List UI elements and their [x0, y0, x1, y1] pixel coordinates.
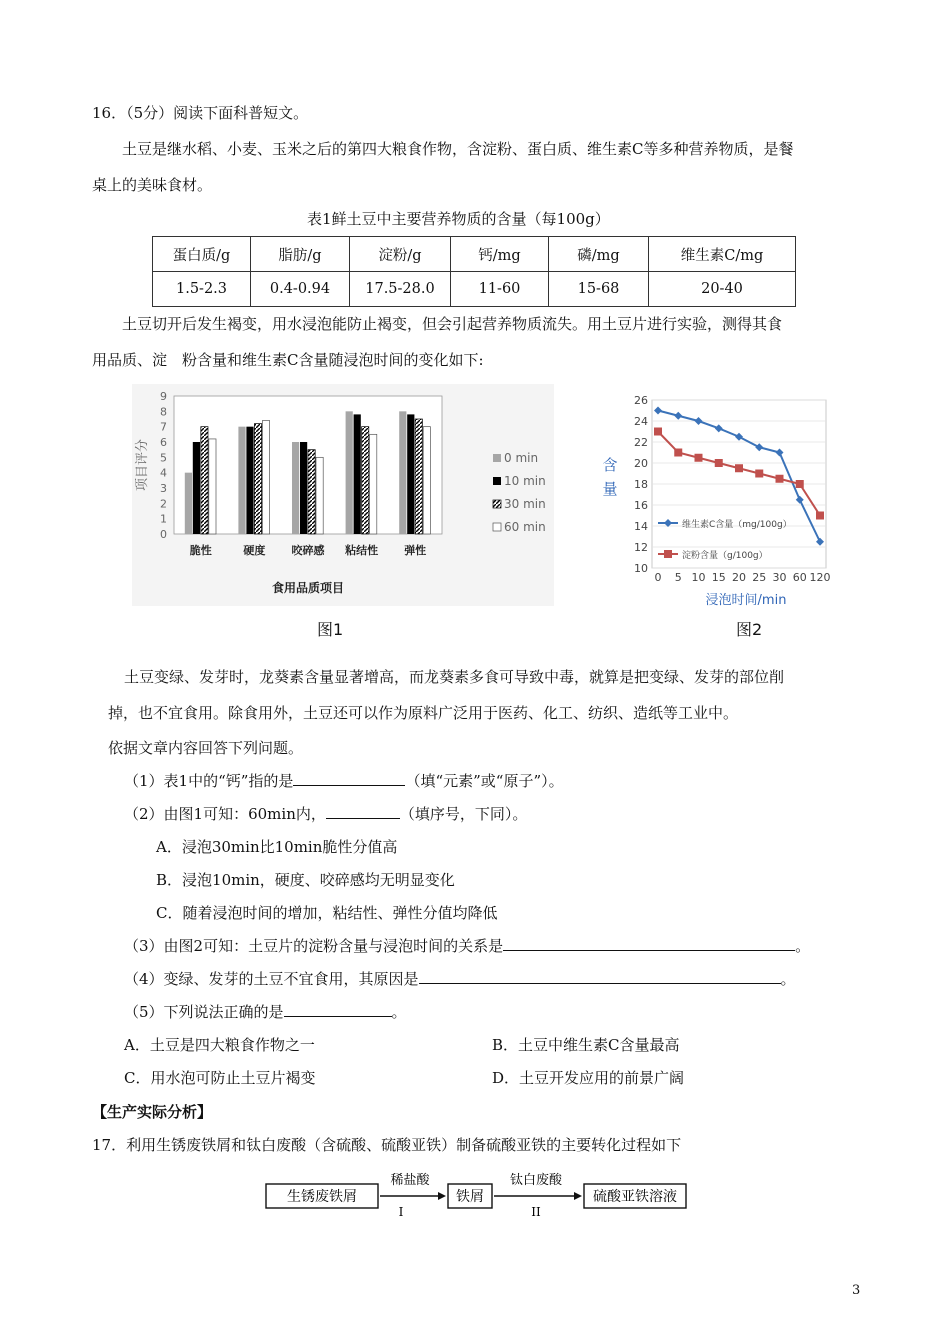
- q1-text-b: （填“元素”或“原子”）。: [405, 772, 564, 790]
- q16-subquestion-3: [124, 935, 810, 956]
- data-point: [715, 459, 723, 467]
- flow-arrow-1-head: [438, 1192, 446, 1200]
- y-tick-label: 16: [634, 499, 648, 512]
- data-point: [674, 449, 682, 457]
- q16-subquestion-5: [124, 1001, 407, 1022]
- y-tick-label: 2: [160, 497, 167, 511]
- table-header-cell: 钙/mg: [451, 237, 549, 272]
- legend-marker: [664, 550, 672, 558]
- q5-option-b: B．土豆中维生素C含量最高: [492, 1036, 680, 1054]
- legend-label: 10 min: [504, 474, 546, 488]
- bar: [423, 427, 430, 534]
- table-value-cell: 11-60: [451, 272, 549, 307]
- data-point: [755, 470, 763, 478]
- bar: [292, 442, 299, 534]
- table-header-cell: 磷/mg: [549, 237, 649, 272]
- flow-box-3-label: 硫酸亚铁溶液: [593, 1189, 677, 1205]
- figure-2-line-chart: [596, 390, 842, 610]
- q16-paragraph-2-line-2: 用品质、淀 粉含量和维生素C含量随浸泡时间的变化如下:: [92, 351, 484, 369]
- figure-1-bar-chart: [132, 384, 554, 606]
- table-header-cell: 维生素C/mg: [649, 237, 796, 272]
- x-tick-label: 咬碎感: [291, 544, 325, 557]
- legend-swatch: [493, 500, 501, 508]
- table-header-cell: 蛋白质/g: [153, 237, 251, 272]
- legend-label: 0 min: [504, 451, 539, 465]
- legend-swatch: [493, 477, 501, 485]
- y-tick-label: 1: [160, 512, 167, 526]
- table-value-cell: 0.4-0.94: [251, 272, 350, 307]
- q5-option-c: C．用水泡可防止土豆片褐变: [124, 1069, 316, 1087]
- table-title: 表1鲜土豆中主要营养物质的含量（每100g）: [307, 210, 610, 228]
- y-tick-label: 20: [634, 457, 648, 470]
- data-point: [654, 428, 662, 436]
- q5-option-a: A．土豆是四大粮食作物之一: [124, 1036, 315, 1054]
- x-tick-label: 15: [711, 571, 726, 584]
- bar: [407, 414, 414, 534]
- table-value-cell: 15-68: [549, 272, 649, 307]
- q17-flow-diagram: [262, 1168, 694, 1220]
- y-tick-label: 22: [634, 436, 648, 449]
- table-value-cell: 1.5-2.3: [153, 272, 251, 307]
- bar: [370, 434, 377, 534]
- q16-prompt: 依据文章内容回答下列问题。: [108, 739, 304, 757]
- bar: [415, 419, 422, 534]
- data-point: [796, 480, 804, 488]
- y-tick-label: 3: [160, 482, 167, 495]
- x-tick-label: 30: [772, 571, 787, 584]
- legend-swatch: [493, 454, 501, 462]
- bar: [354, 414, 361, 534]
- table-value-cell: 20-40: [649, 272, 796, 307]
- y-tick-label: 0: [160, 528, 167, 541]
- bar: [185, 473, 192, 534]
- y-tick-label: 12: [634, 541, 648, 554]
- bar: [246, 427, 253, 534]
- bar: [254, 424, 261, 534]
- y-axis-label: 量: [602, 480, 618, 498]
- q5-option-d: D．土豆开发应用的前景广阔: [492, 1069, 685, 1087]
- x-tick-label: 60: [792, 571, 807, 584]
- y-tick-label: 14: [634, 520, 648, 533]
- page-number: 3: [852, 1283, 861, 1298]
- y-tick-label: 7: [160, 420, 167, 434]
- flow-step-1: I: [398, 1205, 404, 1219]
- answer-blank-3[interactable]: [503, 936, 795, 951]
- q17-text: 17．利用生锈废铁屑和钛白废酸（含硫酸、硫酸亚铁）制备硫酸亚铁的主要转化过程如下: [92, 1136, 682, 1154]
- flow-arrow-1-label: 稀盐酸: [390, 1173, 430, 1188]
- answer-blank-5[interactable]: [284, 1002, 392, 1017]
- bar: [346, 411, 353, 534]
- answer-blank-1[interactable]: [293, 771, 405, 786]
- y-tick-label: 6: [160, 436, 167, 449]
- figure-2-caption: 图2: [736, 620, 763, 639]
- legend-label: 60 min: [504, 520, 546, 534]
- section-header: 【生产实际分析】: [92, 1103, 213, 1121]
- x-tick-label: 5: [674, 571, 682, 584]
- q16-paragraph-2-line-1: 土豆切开后发生褐变，用水浸泡能防止褐变，但会引起营养物质流失。用土豆片进行实验，测得其食: [122, 315, 783, 333]
- bar: [362, 427, 369, 534]
- x-tick-label: 0: [654, 571, 662, 584]
- x-tick-label: 硬度: [243, 544, 266, 557]
- flow-step-2: II: [531, 1205, 541, 1219]
- q4-text-a: （4）变绿、发芽的土豆不宜食用，其原因是: [124, 970, 419, 988]
- q5-text-b: 。: [391, 1003, 407, 1021]
- bar: [209, 439, 216, 534]
- q16-paragraph-3-line-2: 掉，也不宜食用。除食用外，土豆还可以作为原料广泛用于医药、化工、纺织、造纸等工业中。: [108, 704, 739, 722]
- bar: [316, 457, 323, 534]
- q2-option-c: C．随着浸泡时间的增加，粘结性、弹性分值均降低: [156, 904, 498, 922]
- legend-label: 维生素C含量（mg/100g）: [682, 520, 792, 530]
- x-axis-label: 浸泡时间/min: [705, 593, 787, 608]
- flow-box-2-label: 铁屑: [456, 1189, 484, 1205]
- data-point: [695, 454, 703, 462]
- table-value-cell: 17.5-28.0: [350, 272, 451, 307]
- x-tick-label: 20: [732, 571, 746, 584]
- legend-label: 淀粉含量（g/100g）: [682, 551, 768, 561]
- table-header-row: [153, 237, 796, 272]
- bar: [300, 442, 307, 534]
- q3-text-a: （3）由图2可知：土豆片的淀粉含量与浸泡时间的关系是: [124, 937, 504, 955]
- answer-blank-2[interactable]: [326, 804, 400, 819]
- bar: [201, 427, 208, 534]
- x-tick-label: 120: [809, 571, 831, 584]
- y-tick-label: 26: [634, 394, 648, 407]
- q16-subquestion-4: [124, 968, 796, 989]
- data-point: [816, 512, 824, 520]
- q16-paragraph-1-line-1: 土豆是继水稻、小麦、玉米之后的第四大粮食作物，含淀粉、蛋白质、维生素C等多种营养物质，是餐: [122, 140, 794, 158]
- q16-subquestion-1: [124, 770, 564, 791]
- data-point: [776, 475, 784, 483]
- flow-arrow-2-head: [574, 1192, 582, 1200]
- y-tick-label: 8: [160, 405, 167, 419]
- x-axis-label: 食用品质项目: [271, 581, 345, 595]
- q3-text-b: 。: [795, 937, 811, 955]
- q5-text-a: （5）下列说法正确的是: [124, 1003, 284, 1021]
- bar: [193, 442, 200, 534]
- q2-option-b: B．浸泡10min，硬度、咬碎感均无明显变化: [156, 871, 455, 889]
- q1-text-a: （1）表1中的“钙”指的是: [124, 772, 294, 790]
- bar: [399, 411, 406, 534]
- q2-text-a: （2）由图1可知：60min内，: [124, 805, 326, 823]
- q16-paragraph-3-line-1: 土豆变绿、发芽时，龙葵素含量显著增高，而龙葵素多食可导致中毒，就算是把变绿、发芽的部位削: [124, 668, 785, 686]
- table-header-cell: 脂肪/g: [251, 237, 350, 272]
- y-tick-label: 9: [160, 390, 167, 403]
- y-tick-label: 24: [634, 415, 648, 428]
- x-tick-label: 脆性: [189, 544, 212, 557]
- y-tick-label: 18: [634, 478, 648, 491]
- q4-text-b: 。: [780, 970, 796, 988]
- y-axis-label: 项目评分: [135, 438, 150, 492]
- y-tick-label: 5: [160, 451, 167, 465]
- figure-1-caption: 图1: [317, 620, 344, 639]
- y-axis-label: 含: [602, 456, 618, 474]
- q16-header: 16．（5分）阅读下面科普短文。: [92, 104, 309, 122]
- q16-subquestion-2: [124, 803, 527, 824]
- q2-option-a: A．浸泡30min比10min脆性分值高: [156, 838, 398, 856]
- table-header-cell: 淀粉/g: [350, 237, 451, 272]
- x-tick-label: 弹性: [404, 544, 427, 557]
- q16-paragraph-1-line-2: 桌上的美味食材。: [92, 176, 213, 194]
- flow-arrow-2-label: 钛白废酸: [509, 1173, 563, 1188]
- legend-swatch: [493, 523, 501, 531]
- q2-text-b: （填序号，下同）。: [399, 805, 528, 823]
- y-tick-label: 4: [160, 466, 167, 480]
- legend-label: 30 min: [504, 497, 546, 511]
- bar: [308, 450, 315, 534]
- x-tick-label: 10: [691, 571, 706, 584]
- y-tick-label: 10: [634, 562, 648, 575]
- x-tick-label: 粘结性: [345, 544, 379, 557]
- table-value-row: [153, 272, 796, 307]
- bar: [262, 421, 269, 534]
- bar: [238, 427, 245, 534]
- x-tick-label: 25: [752, 571, 767, 584]
- data-point: [735, 464, 743, 472]
- answer-blank-4[interactable]: [419, 969, 781, 984]
- nutrition-table: [152, 236, 796, 307]
- flow-box-1-label: 生锈废铁屑: [287, 1189, 357, 1205]
